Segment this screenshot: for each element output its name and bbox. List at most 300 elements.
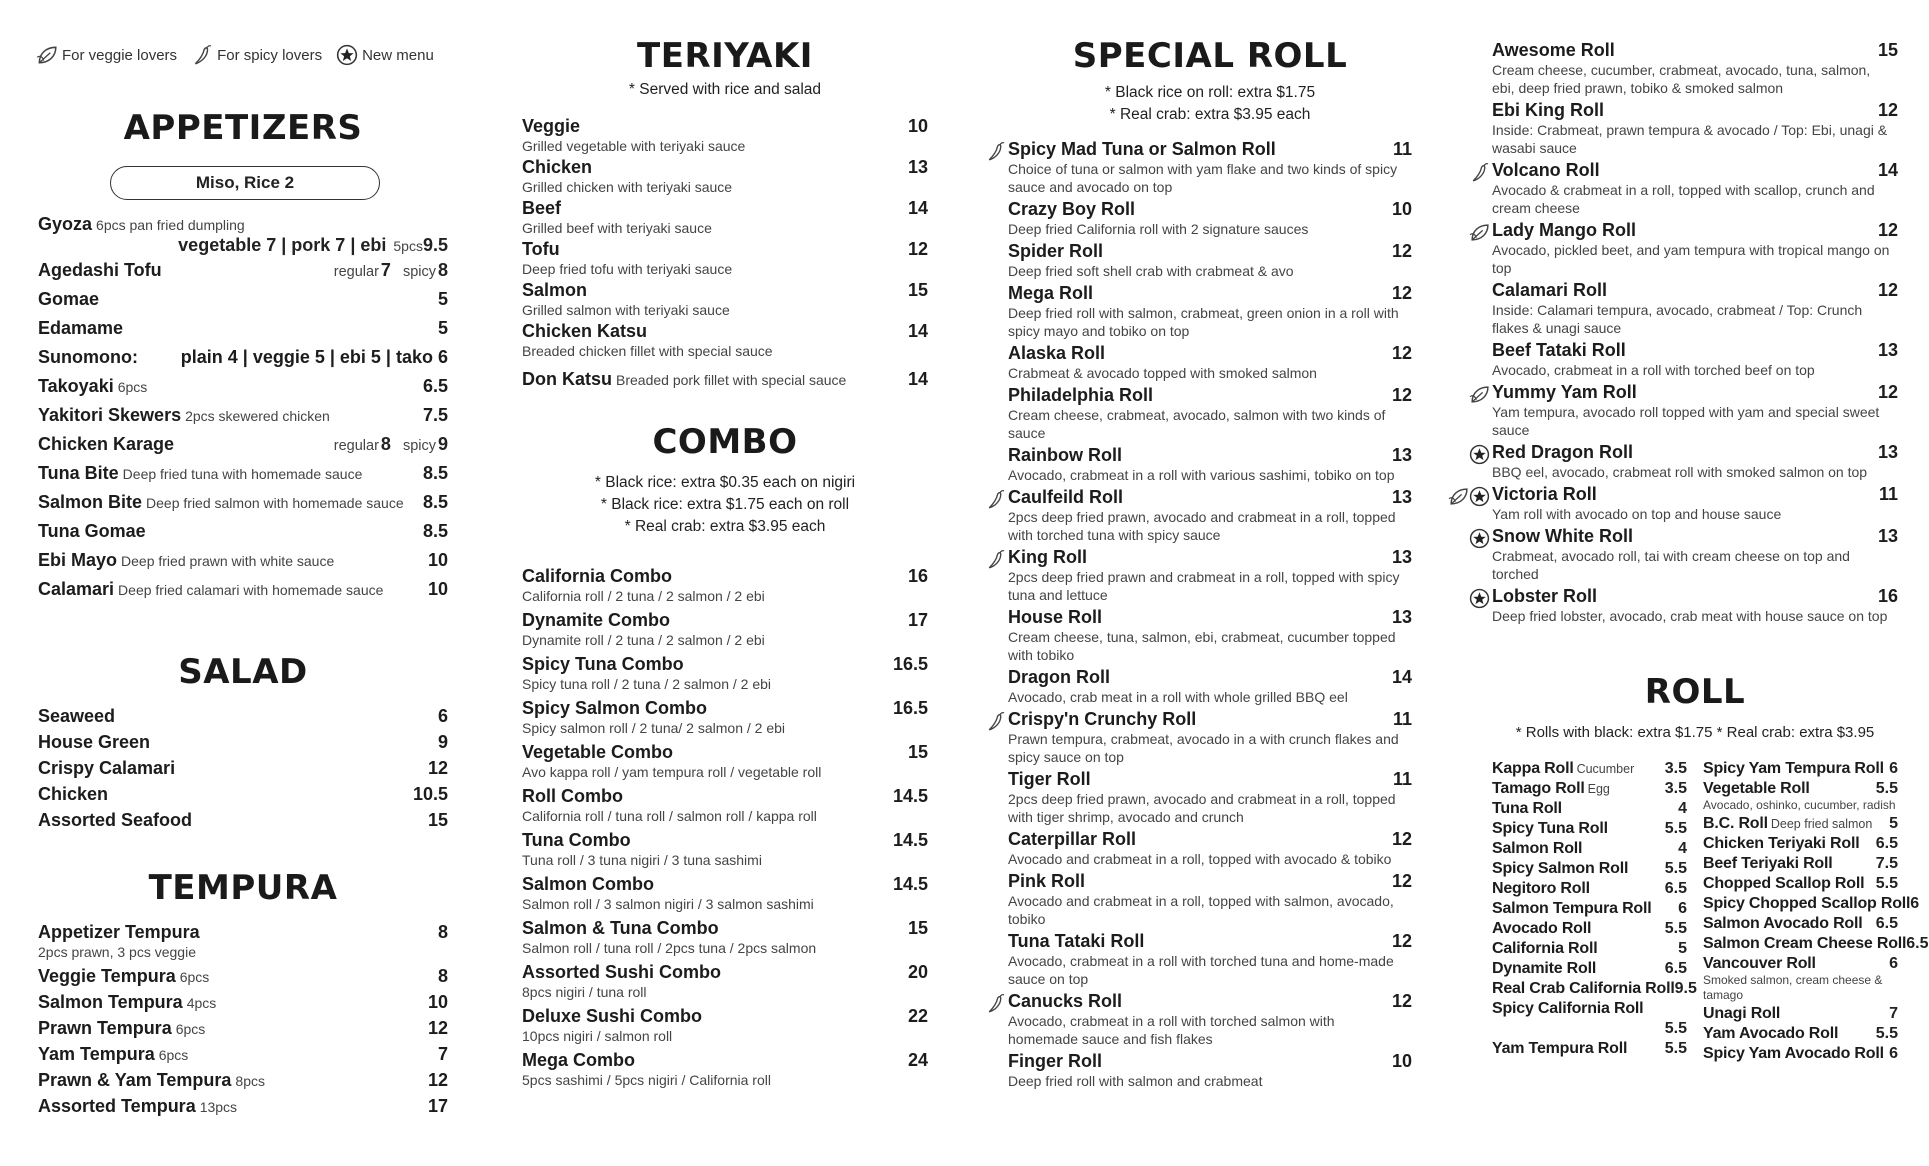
menu-item-karage	[38, 434, 448, 463]
menu-item	[1008, 139, 1412, 196]
roll-item	[1492, 920, 1687, 938]
roll-name: Beef Teriyaki Roll	[1703, 855, 1833, 872]
roll-price: 6	[1889, 760, 1898, 777]
item-desc: Breaded pork fillet with special sauce	[616, 372, 847, 388]
roll-name: Negitoro Roll	[1492, 880, 1590, 897]
menu-item-gomae	[38, 289, 448, 318]
item-price: 12	[1877, 100, 1898, 120]
menu-item	[1008, 667, 1412, 706]
star-icon	[1469, 444, 1490, 465]
menu-item	[522, 321, 928, 360]
item-desc: Yam roll with avocado on top and house sauce	[1492, 506, 1782, 522]
item-desc: Avocado and crabmeat in a roll, topped with avocado & tobiko	[1008, 851, 1392, 867]
chili-icon	[985, 993, 1006, 1014]
roll-item	[1492, 1000, 1687, 1018]
item-name: Volcano Roll	[1492, 160, 1600, 180]
item-price: 13	[1391, 607, 1412, 627]
item-name: Spicy Salmon Combo	[522, 698, 708, 718]
menu-item	[38, 922, 448, 961]
item-price: 5	[437, 289, 448, 309]
roll-name: Vancouver Roll	[1703, 955, 1816, 972]
item-desc: Salmon roll / tuna roll / 2pcs tuna / 2pcs salmon	[522, 940, 817, 956]
item-price: 8.5	[422, 521, 448, 541]
appetizers-title: APPETIZERS	[123, 108, 363, 148]
item-name: Ebi Mayo	[38, 550, 118, 570]
menu-item	[1008, 199, 1412, 238]
menu-item	[522, 610, 928, 649]
item-name: Chicken	[522, 157, 593, 177]
item-price: 8.5	[422, 463, 448, 483]
item-price: 12	[1391, 241, 1412, 261]
roll-item	[1703, 1025, 1898, 1043]
legend-veggie	[36, 44, 177, 66]
item-name: Edamame	[38, 318, 124, 338]
roll-item	[1492, 1040, 1687, 1058]
roll-desc: Egg	[1587, 782, 1610, 796]
item-price: 10	[1391, 199, 1412, 219]
menu-item	[1008, 769, 1412, 826]
item-name: Salmon & Tuna Combo	[522, 918, 719, 938]
item-price: 14.5	[892, 874, 928, 894]
menu-item	[522, 786, 928, 825]
item-name: Calamari	[38, 579, 115, 599]
roll-name: Spicy Yam Tempura Roll	[1703, 760, 1884, 777]
item-name: Awesome Roll	[1492, 40, 1615, 60]
roll-desc: Smoked salmon, cream cheese & tamago	[1703, 973, 1883, 1002]
item-name: Salmon Tempura	[38, 992, 183, 1012]
item-price: 14.5	[892, 786, 928, 806]
item-price: 16.5	[892, 698, 928, 718]
roll-item	[1703, 955, 1898, 1003]
roll-name: Tamago Roll	[1492, 780, 1585, 797]
item-name: Assorted Seafood	[38, 810, 193, 830]
menu-item-takoyaki	[38, 376, 448, 405]
item-name: California Combo	[522, 566, 673, 586]
legend-label: For veggie lovers	[62, 46, 178, 64]
roll-name: Salmon Tempura Roll	[1492, 900, 1652, 917]
item-price: 14	[1877, 160, 1898, 180]
item-price: 7	[437, 1044, 448, 1064]
item-desc: Yam tempura, avocado roll topped with yam and special sweet sauce	[1492, 404, 1880, 438]
item-price: 12	[1391, 385, 1412, 405]
roll-price: 4	[1678, 800, 1687, 817]
item-name: Tuna Gomae	[38, 521, 146, 541]
item-options: plain 4 | veggie 5 | ebi 5 | tako 6	[180, 347, 448, 367]
salad-title: SALAD	[178, 652, 308, 692]
item-price: 13	[907, 157, 928, 177]
menu-item	[1492, 484, 1898, 523]
size-label: spicy	[402, 438, 436, 454]
menu-item	[1008, 445, 1412, 484]
item-price: 12	[427, 1018, 448, 1038]
item-name: Tiger Roll	[1008, 769, 1091, 789]
item-name: Tuna Bite	[38, 463, 119, 483]
roll-price: 6.5	[1664, 880, 1687, 897]
item-price: 15	[907, 742, 928, 762]
item-price: 13	[1391, 487, 1412, 507]
item-name: Philadelphia Roll	[1008, 385, 1154, 405]
roll-price: 7.5	[1875, 855, 1898, 872]
teriyaki-list	[522, 116, 928, 362]
item-price: 12	[1391, 829, 1412, 849]
menu-item	[38, 966, 448, 987]
item-desc: 13pcs	[199, 1099, 238, 1115]
size-label: regular	[333, 264, 379, 280]
roll-column-left	[1492, 760, 1697, 1065]
menu-item	[1492, 526, 1898, 583]
item-name: Crispy'n Crunchy Roll	[1008, 709, 1197, 729]
item-price: 12	[1391, 931, 1412, 951]
item-desc: Choice of tuna or salmon with yam flake and two kinds of spicy sauce and avocado on top	[1008, 161, 1398, 195]
menu-item-yakitori	[38, 405, 448, 434]
menu-item	[38, 810, 448, 831]
roll-desc: Deep fried salmon	[1770, 817, 1873, 831]
teriyaki-note: * Served with rice and salad	[628, 81, 822, 98]
item-desc: Spicy salmon roll / 2 tuna/ 2 salmon / 2 ebi	[522, 720, 786, 736]
roll-price: 3.5	[1664, 780, 1687, 797]
item-price: 16	[907, 566, 928, 586]
item-desc: Tuna roll / 3 tuna nigiri / 3 tuna sashimi	[522, 852, 762, 868]
menu-item	[522, 239, 928, 278]
item-name: Tuna Tataki Roll	[1008, 931, 1145, 951]
item-price: 10	[427, 992, 448, 1012]
item-price: 8.5	[422, 492, 448, 512]
menu-item	[522, 830, 928, 869]
item-name: Chicken Katsu	[522, 321, 648, 341]
item-desc: Avocado, crabmeat in a roll with torched beef on top	[1492, 362, 1815, 378]
item-name: Appetizer Tempura	[38, 922, 200, 942]
size-label: spicy	[402, 264, 436, 280]
item-name: Roll Combo	[522, 786, 623, 806]
item-name: Pink Roll	[1008, 871, 1086, 891]
item-price: 14.5	[892, 830, 928, 850]
size-label: regular	[333, 438, 379, 454]
item-price: 14	[907, 369, 928, 389]
item-price: 12	[1391, 991, 1412, 1011]
item-name: Beef	[522, 198, 562, 218]
chili-icon	[985, 711, 1006, 732]
item-price: 9.5	[422, 235, 448, 255]
roll-name: Spicy Salmon Roll	[1492, 860, 1629, 877]
item-name: Prawn Tempura	[38, 1018, 172, 1038]
menu-item	[522, 654, 928, 693]
star-icon	[1469, 486, 1490, 507]
item-name: Crispy Calamari	[38, 758, 176, 778]
combo-notes	[522, 472, 928, 538]
roll-item	[1492, 760, 1687, 778]
item-name: Tuna Combo	[522, 830, 631, 850]
item-name: Lady Mango Roll	[1492, 220, 1636, 240]
roll-desc: Cucumber	[1576, 762, 1635, 776]
menu-item	[1008, 991, 1412, 1048]
item-desc: Avocado, pickled beet, and yam tempura with tropical mango on top	[1492, 242, 1890, 276]
item-desc: Deep fried California roll with 2 signature sauces	[1008, 221, 1309, 237]
item-desc: Deep fried lobster, avocado, crab meat with house sauce on top	[1492, 608, 1888, 624]
item-price: 22	[907, 1006, 928, 1026]
item-name: Assorted Tempura	[38, 1096, 196, 1116]
item-price: 12	[1877, 220, 1898, 240]
menu-item	[38, 732, 448, 753]
menu-item	[1492, 100, 1898, 157]
salad-list	[38, 706, 448, 836]
leaf-icon	[1469, 384, 1490, 405]
item-name: Spicy Mad Tuna or Salmon Roll	[1008, 139, 1276, 159]
item-price: 8	[437, 260, 448, 280]
roll-note: * Rolls with black: extra $1.75 * Real crab: extra $3.95	[1515, 724, 1875, 741]
item-name: Salmon	[522, 280, 588, 300]
roll-name: Spicy Tuna Roll	[1492, 820, 1608, 837]
roll-item	[1492, 980, 1697, 998]
chili-icon	[985, 489, 1006, 510]
item-price: 10	[907, 116, 928, 136]
roll-item	[1703, 875, 1898, 893]
menu-item	[38, 992, 448, 1013]
item-desc: 2pcs deep fried prawn, avocado and crabmeat in a roll, topped with tiger shrimp, avocado and crunch	[1008, 791, 1396, 825]
item-name: Prawn & Yam Tempura	[38, 1070, 232, 1090]
item-desc: Deep fried roll with salmon and crabmeat	[1008, 1073, 1263, 1089]
item-desc: Dynamite roll / 2 tuna / 2 salmon / 2 ebi	[522, 632, 765, 648]
menu-item	[522, 962, 928, 1001]
menu-item	[38, 1096, 448, 1117]
legend	[36, 44, 434, 66]
roll-title: ROLL	[1644, 672, 1746, 712]
item-name: Sunomono:	[38, 347, 138, 367]
menu-item	[1008, 607, 1412, 664]
item-price: 11	[1392, 139, 1412, 159]
menu-item	[522, 116, 928, 155]
combo-note: * Black rice: extra $1.75 each on roll	[600, 496, 850, 513]
chili-icon	[1469, 162, 1490, 183]
roll-column-right	[1703, 760, 1929, 1065]
roll-item	[1492, 960, 1687, 978]
item-price: 7	[380, 260, 391, 280]
item-desc: Grilled vegetable with teriyaki sauce	[522, 138, 746, 154]
item-name: Yummy Yam Roll	[1492, 382, 1637, 402]
roll-price: 9.5	[1674, 980, 1697, 997]
item-price: 14	[907, 321, 928, 341]
item-price: 20	[907, 962, 928, 982]
menu-item	[38, 706, 448, 727]
item-name: House Green	[38, 732, 151, 752]
item-desc: 5pcs sashimi / 5pcs nigiri / California roll	[522, 1072, 771, 1088]
item-name: Gomae	[38, 289, 100, 309]
item-price: 12	[1877, 280, 1898, 300]
roll-item	[1703, 895, 1920, 913]
legend-new	[336, 44, 434, 66]
item-name: Calamari Roll	[1492, 280, 1608, 300]
miso-rice-box: Miso, Rice 2	[110, 166, 380, 200]
item-name: Seaweed	[38, 706, 116, 726]
item-price: 15	[427, 810, 448, 830]
roll-price: 4	[1678, 840, 1687, 857]
special-note: * Black rice on roll: extra $1.75	[1104, 84, 1316, 101]
item-price: 12	[1391, 871, 1412, 891]
menu-item-calamari	[38, 579, 448, 608]
roll-price: 6	[1910, 895, 1920, 912]
item-name: Victoria Roll	[1492, 484, 1597, 504]
item-desc: Deep fried prawn with white sauce	[121, 553, 335, 569]
menu-item	[522, 198, 928, 237]
item-price: 7.5	[422, 405, 448, 425]
menu-item	[1008, 283, 1412, 340]
roll-price: 6	[1889, 955, 1898, 972]
item-desc: Deep fried salmon with homemade sauce	[146, 495, 404, 511]
item-price: 15	[907, 280, 928, 300]
item-price: 12	[427, 758, 448, 778]
roll-item	[1703, 855, 1898, 873]
item-name: Caulfeild Roll	[1008, 487, 1124, 507]
item-desc: Grilled chicken with teriyaki sauce	[522, 179, 733, 195]
item-desc: Spicy tuna roll / 2 tuna / 2 salmon / 2 ebi	[522, 676, 772, 692]
roll-name: Chicken Teriyaki Roll	[1703, 835, 1860, 852]
roll-item	[1492, 780, 1687, 798]
item-desc: Grilled beef with teriyaki sauce	[522, 220, 712, 236]
roll-item	[1492, 800, 1687, 818]
item-name: Caterpillar Roll	[1008, 829, 1137, 849]
item-price: 14	[907, 198, 928, 218]
roll-table	[1492, 760, 1929, 1065]
roll-price: 5	[1678, 940, 1687, 957]
menu-item	[38, 1018, 448, 1039]
roll-name: B.C. Roll	[1703, 815, 1768, 832]
item-desc: Inside: Crabmeat, prawn tempura & avocado / Top: Ebi, unagi & wasabi sauce	[1492, 122, 1888, 156]
item-name: Ebi King Roll	[1492, 100, 1604, 120]
leaf-icon	[1448, 486, 1469, 507]
roll-item	[1703, 835, 1898, 853]
roll-desc: Avocado, oshinko, cucumber, radish	[1703, 798, 1896, 812]
item-desc: Avocado, crabmeat in a roll with torched salmon with homemade sauce and fish flakes	[1008, 1013, 1335, 1047]
teriyaki-title: TERIYAKI	[637, 36, 813, 76]
menu-item	[1492, 280, 1898, 337]
item-price: 12	[1391, 343, 1412, 363]
menu-item	[1492, 220, 1898, 277]
item-price: 8	[437, 922, 448, 942]
roll-item	[1492, 940, 1687, 958]
item-name: Tofu	[522, 239, 560, 259]
item-name: Finger Roll	[1008, 1051, 1102, 1071]
menu-item	[522, 566, 928, 605]
menu-item	[522, 698, 928, 737]
item-name: Rainbow Roll	[1008, 445, 1122, 465]
menu-item	[522, 742, 928, 781]
roll-price: 5.5	[1664, 1020, 1687, 1037]
item-price: 10	[427, 550, 448, 570]
tempura-list	[38, 922, 448, 1122]
item-desc: BBQ eel, avocado, crabmeat roll with smoked salmon on top	[1492, 464, 1868, 480]
item-name: Spider Roll	[1008, 241, 1104, 261]
item-name: Don Katsu	[522, 369, 612, 389]
legend-label: For spicy lovers	[217, 46, 323, 64]
item-desc: Deep fried tuna with homemade sauce	[122, 466, 363, 482]
item-price: 9	[437, 732, 448, 752]
item-desc: 2pcs prawn, 3 pcs veggie	[38, 944, 196, 960]
item-name: Mega Combo	[522, 1050, 636, 1070]
item-desc: 5pcs	[393, 238, 423, 254]
item-name: Deluxe Sushi Combo	[522, 1006, 703, 1026]
roll-name: Tuna Roll	[1492, 800, 1562, 817]
roll-name: Salmon Roll	[1492, 840, 1583, 857]
separator: |	[345, 235, 361, 255]
item-name: Salmon Bite	[38, 492, 143, 512]
roll-item	[1492, 840, 1687, 858]
item-desc: 2pcs skewered chicken	[185, 408, 330, 424]
menu-item	[522, 280, 928, 319]
roll-name: Vegetable Roll	[1703, 780, 1810, 797]
special-roll-list	[1008, 139, 1412, 1093]
item-name: Canucks Roll	[1008, 991, 1123, 1011]
roll-name: Spicy Yam Avocado Roll	[1703, 1045, 1884, 1062]
roll-name: California Roll	[1492, 940, 1598, 957]
menu-item	[522, 1006, 928, 1045]
item-desc: 6pcs	[175, 1021, 206, 1037]
item-name: Beef Tataki Roll	[1492, 340, 1626, 360]
star-icon	[1469, 528, 1490, 549]
item-name: Assorted Sushi Combo	[522, 962, 722, 982]
item-price: 17	[907, 610, 928, 630]
roll-price: 5.5	[1875, 1025, 1898, 1042]
item-desc: 10pcs nigiri / salmon roll	[522, 1028, 673, 1044]
star-icon	[336, 44, 358, 66]
menu-item	[1492, 340, 1898, 379]
roll-name: Real Crab California Roll	[1492, 980, 1675, 997]
item-price: 17	[427, 1096, 448, 1116]
menu-item-ebi-mayo	[38, 550, 448, 579]
roll-item	[1703, 760, 1898, 778]
item-desc: 8pcs	[235, 1073, 265, 1089]
item-name: Chicken	[38, 784, 109, 804]
item-desc: Deep fried tofu with teriyaki sauce	[522, 261, 733, 277]
roll-price: 6.5	[1906, 935, 1929, 952]
item-name: Mega Roll	[1008, 283, 1094, 303]
menu-item	[1492, 40, 1898, 97]
item-name: Snow White Roll	[1492, 526, 1633, 546]
roll-price: 5.5	[1664, 860, 1687, 877]
menu-item	[1008, 871, 1412, 928]
item-price: 13	[1877, 340, 1898, 360]
item-desc: Prawn tempura, crabmeat, avocado in a with crunch flakes and spicy sauce on top	[1008, 731, 1399, 765]
roll-price: 5.5	[1664, 820, 1687, 837]
combo-title: COMBO	[652, 422, 798, 462]
item-name: Yam Tempura	[38, 1044, 155, 1064]
item-price: 13	[1391, 445, 1412, 465]
item-price: 12	[1877, 382, 1898, 402]
roll-price: 5.5	[1664, 920, 1687, 937]
item-name: Alaska Roll	[1008, 343, 1106, 363]
star-icon	[1469, 588, 1490, 609]
roll-name: Kappa Roll	[1492, 760, 1574, 777]
roll-item	[1492, 820, 1687, 838]
item-name: Yakitori Skewers	[38, 405, 182, 425]
roll-name: Chopped Scallop Roll	[1703, 875, 1865, 892]
item-name: Lobster Roll	[1492, 586, 1598, 606]
menu-item	[1492, 160, 1898, 217]
item-desc: 6pcs	[179, 969, 210, 985]
item-desc: Grilled salmon with teriyaki sauce	[522, 302, 730, 318]
menu-item-gyoza	[38, 214, 448, 260]
roll-price: 6.5	[1664, 960, 1687, 977]
menu-item	[1492, 586, 1898, 625]
gyoza-option: vegetable 7	[178, 235, 277, 255]
item-desc: Avocado, crabmeat in a roll with various sashimi, tobiko on top	[1008, 467, 1395, 483]
item-name: Vegetable Combo	[522, 742, 674, 762]
item-price: 11	[1878, 484, 1898, 504]
menu-item	[522, 157, 928, 196]
item-name: Veggie Tempura	[38, 966, 176, 986]
item-price: 6	[437, 706, 448, 726]
item-price: 16	[1877, 586, 1898, 606]
item-price: 12	[1391, 283, 1412, 303]
menu-item-edamame	[38, 318, 448, 347]
